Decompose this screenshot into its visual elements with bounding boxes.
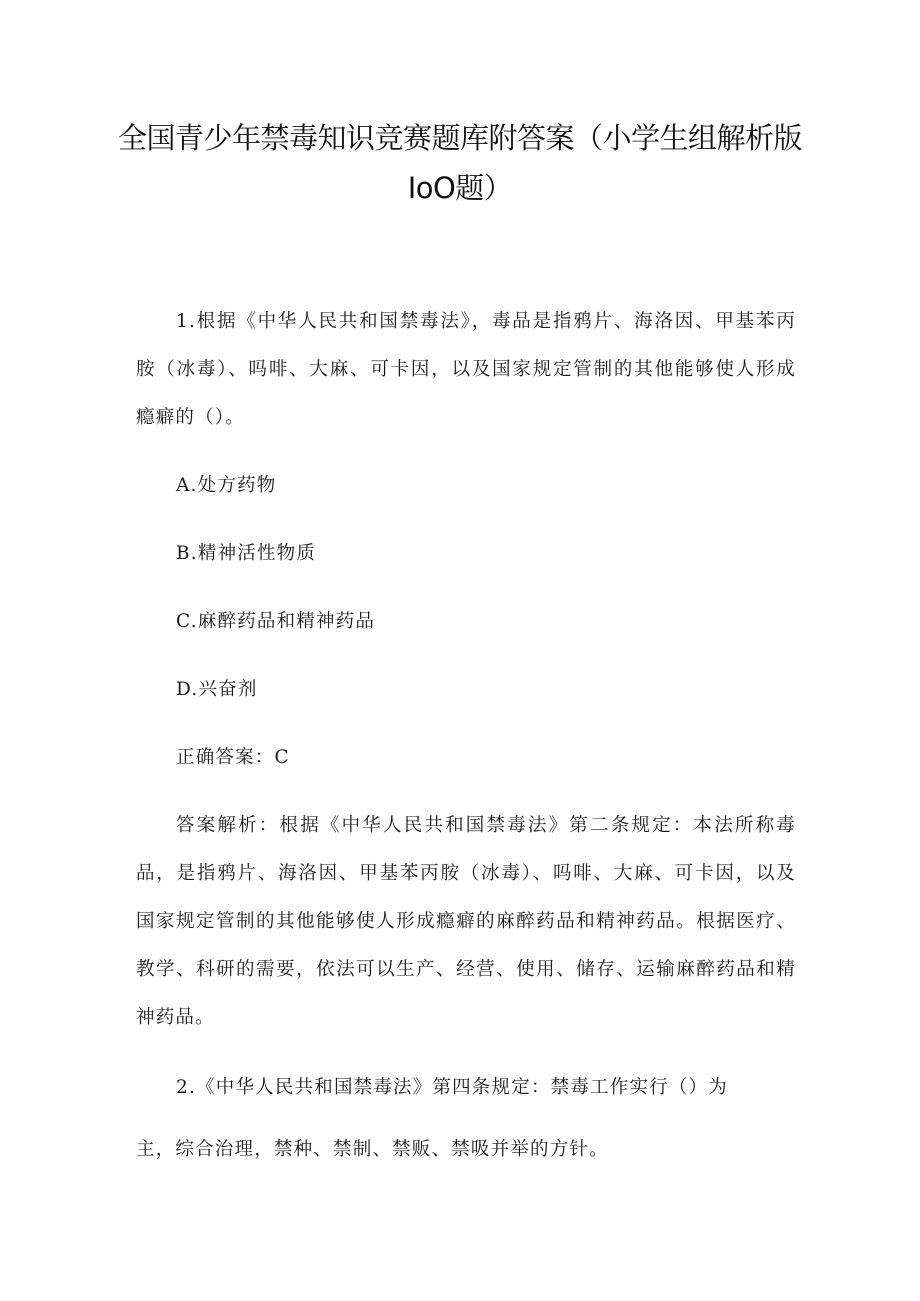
question-1-stem: 1.根据《中华人民共和国禁毒法》，毒品是指鸦片、海洛因、甲基苯丙胺（冰毒）、吗啡、大麻、可卡因，以及国家规定管制的其他能够使人形成瘾癖的（）。: [136, 311, 796, 428]
question-2-stem-line-1: 2.《中华人民共和国禁毒法》第四条规定：禁毒工作实行（）为: [176, 1077, 728, 1098]
document-title-line-2: IoO题）: [407, 171, 513, 205]
question-1-option-c: C.麻醉药品和精神药品: [176, 611, 376, 632]
question-1-explanation: 答案解析：根据《中华人民共和国禁毒法》第二条规定：本法所称毒品，是指鸦片、海洛因、甲基苯丙胺（冰毒）、吗啡、大麻、可卡因，以及国家规定管制的其他能够使人形成瘾癖的麻醉药品和精神药品。根据医疗、教学、科研的需要，依法可以生产、经营、使用、储存、运输麻醉药品和精神药品。: [136, 815, 796, 1028]
question-1-answer: 正确答案：C: [176, 747, 290, 768]
document-title-line-1: 全国青少年禁毒知识竞赛题库附答案（小学生组解析版: [117, 121, 802, 155]
question-1-option-a: A.处方药物: [176, 475, 277, 496]
question-1-option-d: D.兴奋剂: [176, 679, 258, 700]
question-2-stem-line-2: 主，综合治理，禁种、禁制、禁贩、禁吸并举的方针。: [136, 1139, 609, 1160]
question-1-option-b: B.精神活性物质: [176, 543, 317, 564]
